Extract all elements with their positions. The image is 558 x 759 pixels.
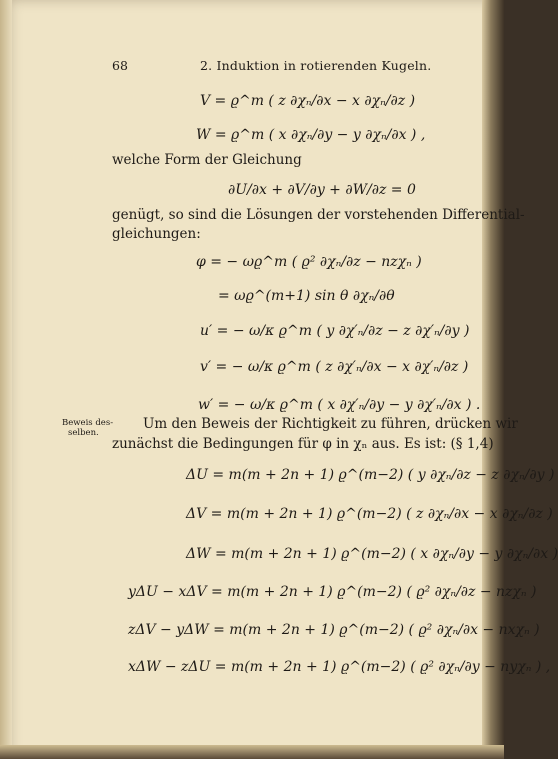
text-line: gleichungen: [112,226,201,242]
page-gutter-left [0,0,12,759]
equation-combination-2: zΔV − yΔW = m(m + 2n + 1) ϱ^(m−2) ( ϱ² ∂χₙ/∂x − nxχₙ ) [128,622,540,638]
equation-combination-3: xΔW − zΔU = m(m + 2n + 1) ϱ^(m−2) ( ϱ² ∂χₙ/∂y − nyχₙ ) , [128,659,551,675]
margin-note-line: Beweis des- [62,418,114,428]
text-line: zunächst die Bedingungen für φ in χₙ aus. Es ist: (§ 1,4) [112,436,494,452]
text-line: genügt, so sind die Lösungen der vorstehenden Differential- [112,207,525,223]
equation-delta-V: ΔV = m(m + 2n + 1) ϱ^(m−2) ( z ∂χₙ/∂x − x ∂χₙ/∂z ) [186,506,553,522]
equation-V: V = ϱ^m ( z ∂χₙ/∂x − x ∂χₙ/∂z ) [200,93,416,109]
text-line: welche Form der Gleichung [112,152,302,168]
equation-combination-1: yΔU − xΔV = m(m + 2n + 1) ϱ^(m−2) ( ϱ² ∂χₙ/∂z − nzχₙ ) [128,584,537,600]
equation-W: W = ϱ^m ( x ∂χₙ/∂y − y ∂χₙ/∂x ) , [196,127,426,143]
text-line: Um den Beweis der Richtigkeit zu führen, drücken wir [143,416,518,432]
equation-phi-alt: = ωϱ^(m+1) sin θ ∂χₙ/∂θ [218,288,395,304]
book-spine-edge [482,0,504,759]
equation-v-prime: v′ = − ω/κ ϱ^m ( z ∂χ′ₙ/∂x − x ∂χ′ₙ/∂z ) [200,359,469,375]
equation-phi: φ = − ωϱ^m ( ϱ² ∂χₙ/∂z − nzχₙ ) [196,254,422,270]
margin-note-line: selben. [68,428,99,438]
page-number: 68 [112,58,128,73]
equation-delta-U: ΔU = m(m + 2n + 1) ϱ^(m−2) ( y ∂χₙ/∂z − z ∂χₙ/∂y ) [186,467,555,483]
equation-w-prime: w′ = − ω/κ ϱ^m ( x ∂χ′ₙ/∂y − y ∂χ′ₙ/∂x ) . [198,397,481,413]
page-bottom-edge [0,745,504,759]
equation-divergence: ∂U/∂x + ∂V/∂y + ∂W/∂z = 0 [228,182,416,198]
equation-u-prime: u′ = − ω/κ ϱ^m ( y ∂χ′ₙ/∂z − z ∂χ′ₙ/∂y ) [200,323,470,339]
running-title: 2. Induktion in rotierenden Kugeln. [200,58,432,73]
equation-delta-W: ΔW = m(m + 2n + 1) ϱ^(m−2) ( x ∂χₙ/∂y − y ∂χₙ/∂x ) [186,546,558,562]
